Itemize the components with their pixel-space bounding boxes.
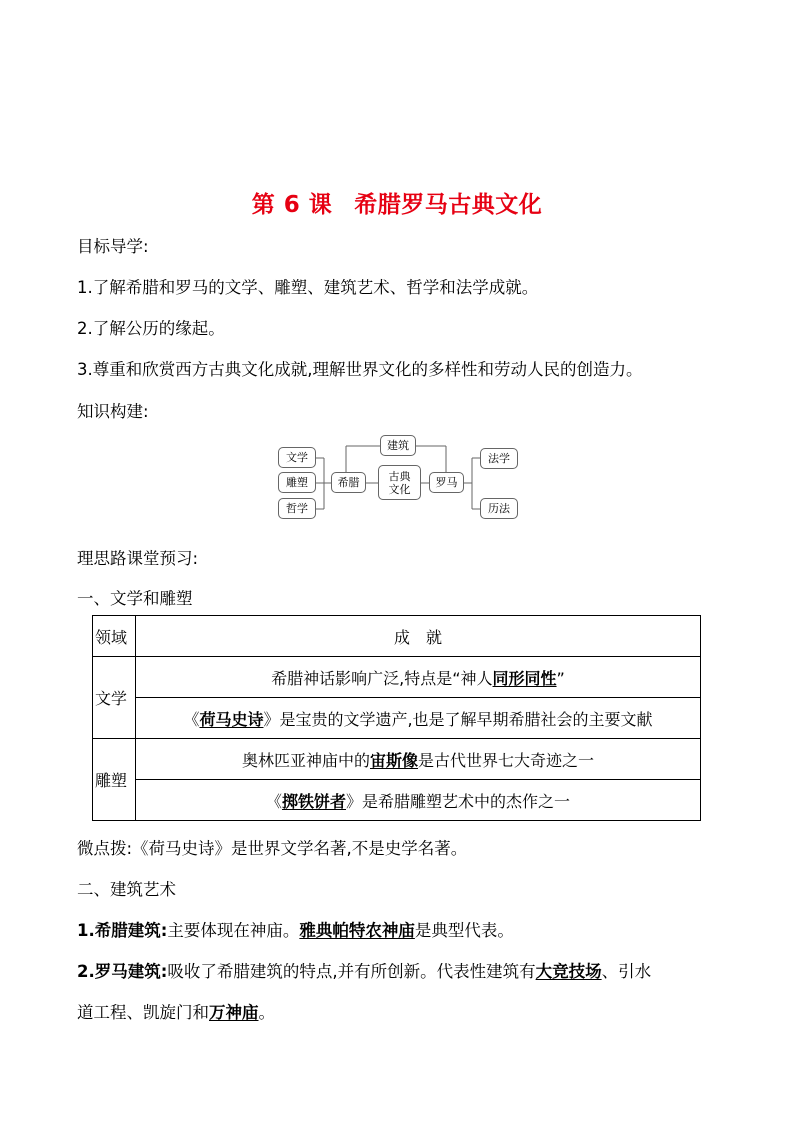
achievement-cell [136, 698, 701, 739]
architecture-item-rome-cont [77, 999, 275, 1023]
domain-literature: 文学 [93, 657, 136, 739]
key-term: 大竞技场 [535, 962, 602, 981]
item-text: 。 [258, 1003, 275, 1022]
item-text: 主要体现在神庙。 [167, 921, 300, 940]
table-row [93, 780, 701, 821]
diagram-node-law: 法学 [480, 448, 518, 469]
cell-text: 》是希腊雕塑艺术中的杰作之一 [346, 791, 571, 811]
achievement-cell [136, 739, 701, 780]
achievements-table [92, 615, 701, 821]
diagram-node-architecture: 建筑 [380, 435, 416, 456]
cell-text: ” [556, 668, 565, 688]
knowledge-heading: 知识构建: [77, 402, 149, 421]
cell-text: 《 [265, 791, 282, 811]
table-header-row [93, 616, 701, 657]
item-text: 吸收了希腊建筑的特点,并有所创新。代表性建筑有 [167, 962, 536, 981]
item-label: 2.罗马建筑: [77, 962, 168, 981]
goal-item: 1.了解希腊和罗马的文学、雕塑、建筑艺术、哲学和法学成就。 [77, 278, 539, 297]
diagram-node-rome: 罗马 [429, 472, 464, 493]
domain-sculpture: 雕塑 [93, 739, 136, 821]
architecture-item-greece [77, 917, 514, 941]
tip-note: 微点拨:《荷马史诗》是世界文学名著,不是史学名著。 [77, 839, 468, 858]
key-term: 雅典帕特农神庙 [299, 921, 415, 940]
cell-text: 希腊神话影响广泛,特点是“神人 [271, 668, 493, 688]
goal-item: 2.了解公历的缘起。 [77, 319, 225, 338]
goals-heading: 目标导学: [77, 237, 149, 256]
achievement-cell [136, 657, 701, 698]
architecture-item-rome [77, 958, 651, 982]
key-term: 同形同性 [492, 668, 557, 688]
header-domain: 领域 [93, 616, 136, 657]
preview-heading: 理思路课堂预习: [77, 549, 199, 568]
diagram-node-literature: 文学 [278, 447, 316, 468]
cell-text: 《 [183, 709, 200, 729]
table-row [93, 657, 701, 698]
header-achievement: 成 就 [136, 616, 701, 657]
achievement-cell [136, 780, 701, 821]
table-row [93, 739, 701, 780]
lesson-name: 希腊罗马古典文化 [354, 192, 543, 218]
center-line-1: 古典 [388, 469, 411, 483]
cell-text: 是古代世界七大奇迹之一 [418, 750, 595, 770]
section2-heading: 二、建筑艺术 [77, 880, 176, 899]
lesson-title [0, 186, 794, 219]
item-label: 1.希腊建筑: [77, 921, 168, 940]
key-term: 宙斯像 [369, 750, 418, 770]
lesson-number: 第 6 课 [251, 192, 333, 218]
cell-text: 奥林匹亚神庙中的 [241, 750, 370, 770]
key-term: 荷马史诗 [199, 709, 264, 729]
diagram-node-calendar: 历法 [480, 498, 518, 519]
item-text: 道工程、凯旋门和 [77, 1003, 209, 1022]
key-term: 掷铁饼者 [281, 791, 346, 811]
item-text: 是典型代表。 [414, 921, 514, 940]
diagram-node-classical-culture [378, 465, 421, 500]
knowledge-diagram [276, 434, 522, 522]
diagram-node-philosophy: 哲学 [278, 498, 316, 519]
key-term: 万神庙 [209, 1003, 259, 1022]
diagram-node-greece: 希腊 [331, 472, 366, 493]
item-text: 、引水 [601, 962, 652, 981]
table-row [93, 698, 701, 739]
section1-heading: 一、文学和雕塑 [77, 589, 193, 608]
cell-text: 》是宝贵的文学遗产,也是了解早期希腊社会的主要文献 [263, 709, 653, 729]
diagram-node-sculpture: 雕塑 [278, 472, 316, 493]
goal-item: 3.尊重和欣赏西方古典文化成就,理解世界文化的多样性和劳动人民的创造力。 [77, 360, 643, 379]
center-line-2: 文化 [388, 482, 411, 496]
